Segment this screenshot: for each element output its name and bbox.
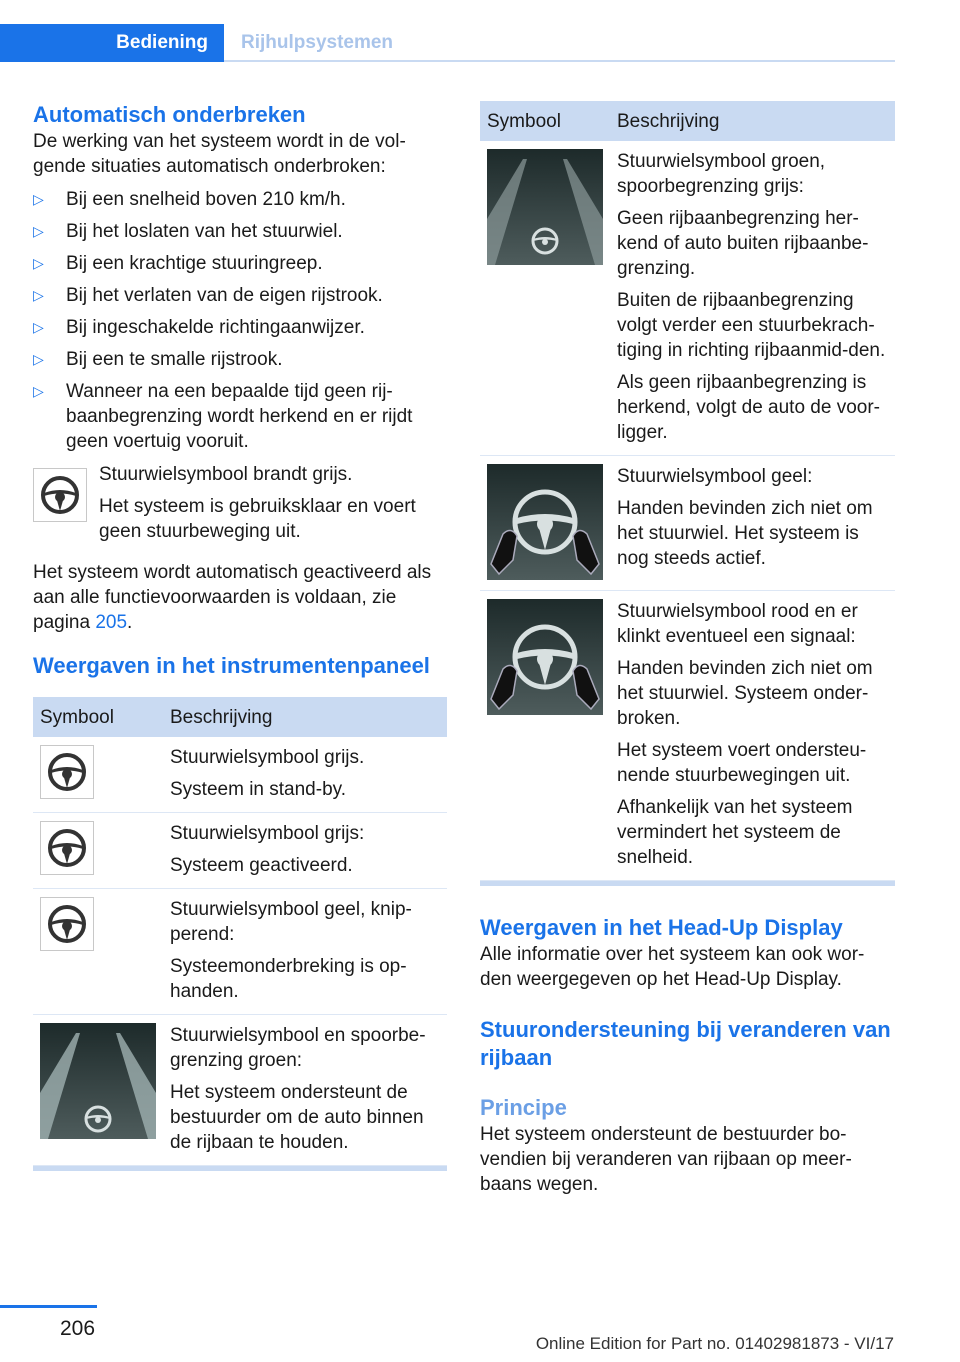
list-item: ▷ Bij ingeschakelde richtingaanwijzer. (33, 315, 447, 340)
heading-stuurondersteuning: Stuurondersteuning bij veranderen van rijbaan (480, 1017, 891, 1070)
symbol-table-right (480, 101, 895, 881)
table-end-rule (480, 881, 895, 886)
list-item: ▷ Bij een krachtige stuuringreep. (33, 251, 447, 276)
row-text: Stuurwielsymbool grijs. (170, 747, 365, 768)
paragraph-hud: Alle informatie over het systeem kan ook wor-den weergegeven op het Head-Up Display. (480, 944, 865, 990)
row-text: Stuurwielsymbool geel, knip-perend: (170, 899, 412, 945)
paragraph-activation (33, 560, 447, 635)
row-text: Stuurwielsymbool geel: (617, 466, 813, 487)
row-text: Geen rijbaanbegrenzing her-kend of auto buiten rijbaanbe-grenzing. (617, 208, 869, 279)
page-number: 206 (60, 1317, 96, 1340)
row-text: Stuurwielsymbool grijs: (170, 823, 365, 844)
hands-off-wheel-icon (487, 464, 603, 580)
right-column (480, 101, 895, 1197)
row-text: Als geen rijbaanbegrenzing is herkend, volgt de auto de voor-ligger. (617, 372, 881, 443)
list-item: ▷ Bij het verlaten van de eigen rijstrook. (33, 283, 447, 308)
inline-symbol-line2: Het systeem is gebruiksklaar en voert geen stuurbeweging uit. (99, 496, 416, 542)
footer-rule (0, 1305, 97, 1308)
symbol-table-left (33, 697, 447, 1166)
left-column (33, 101, 447, 1171)
table-row (33, 737, 447, 813)
column-header-beschrijving: Beschrijving (610, 101, 895, 141)
edition-note: Online Edition for Part no. 01402981873 - VI/17 (535, 1334, 894, 1353)
row-text: Afhankelijk van het systeem vermindert het systeem de snelheid. (617, 797, 853, 868)
activation-text: Het systeem wordt automatisch geactiveerd als aan alle functievoorwaarden is voldaan, zie pagina (33, 562, 432, 633)
list-item: ▷ Bij het loslaten van het stuurwiel. (33, 219, 447, 244)
row-text: Het systeem ondersteunt de bestuurder om de auto binnen de rijbaan te houden. (170, 1082, 424, 1153)
heading-instrumentenpaneel: Weergaven in het instrumentenpaneel (33, 653, 430, 678)
inline-symbol-note (33, 464, 447, 544)
row-text: Stuurwielsymbool groen, spoorbegrenzing grijs: (617, 151, 826, 197)
row-text: Stuurwielsymbool en spoorbe-grenzing groen: (170, 1025, 426, 1071)
steering-wheel-icon (40, 821, 94, 875)
lane-steering-wheel-icon (487, 149, 603, 265)
row-text: Systeem in stand-by. (170, 779, 347, 800)
heading-principe: Principe (480, 1095, 567, 1120)
row-text: Het systeem voert ondersteu-nende stuurbewegingen uit. (617, 740, 867, 786)
column-header-beschrijving: Beschrijving (163, 697, 447, 737)
steering-wheel-icon (40, 745, 94, 799)
hands-off-wheel-alert-icon (487, 599, 603, 715)
tab-bediening[interactable]: Bediening (0, 24, 224, 62)
inline-symbol-line1: Stuurwielsymbool brandt grijs. (99, 464, 353, 485)
table-row (480, 456, 895, 591)
column-header-symbool: Symbool (480, 101, 610, 141)
page-link[interactable]: 205 (95, 612, 128, 633)
steering-wheel-icon (33, 468, 87, 522)
row-text: Stuurwielsymbool rood en er klinkt eventueel een signaal: (617, 601, 858, 647)
tab-rijhulpsystemen[interactable]: Rijhulpsystemen (241, 32, 394, 53)
row-text: Systeemonderbreking is op-handen. (170, 956, 407, 1002)
paragraph-principe: Het systeem ondersteunt de bestuurder bo-vendien bij veranderen van rijbaan op meer-baans wegen. (480, 1124, 852, 1195)
list-item: ▷ Wanneer na een bepaalde tijd geen rij-baanbegrenzing wordt herkend en er rijdt geen voertuig vooruit. (33, 379, 447, 454)
list-item: ▷ Bij een te smalle rijstrook. (33, 347, 447, 372)
table-row (480, 141, 895, 456)
column-header-symbool: Symbool (33, 697, 163, 737)
list-item: ▷ Bij een snelheid boven 210 km/h. (33, 187, 447, 212)
table-end-rule (33, 1166, 447, 1171)
heading-head-up-display: Weergaven in het Head-Up Display (480, 915, 843, 940)
activation-end: . (127, 612, 133, 633)
table-row (33, 889, 447, 1015)
row-text: Systeem geactiveerd. (170, 855, 353, 876)
row-text: Buiten de rijbaanbegrenzing volgt verder een stuurbekrach-tiging in richting rijbaanmid-den. (617, 290, 886, 361)
table-row (33, 1015, 447, 1166)
header-tabs (0, 24, 895, 62)
steering-wheel-icon (40, 897, 94, 951)
table-row (480, 591, 895, 881)
table-row (33, 813, 447, 889)
paragraph-auto: De werking van het systeem wordt in de vol-gende situaties automatisch onderbroken: (33, 131, 406, 177)
row-text: Handen bevinden zich niet om het stuurwiel. Systeem onder-broken. (617, 658, 873, 729)
lane-steering-wheel-icon (40, 1023, 156, 1139)
row-text: Handen bevinden zich niet om het stuurwiel. Het systeem is nog steeds actief. (617, 498, 873, 569)
condition-list (33, 187, 447, 454)
heading-automatisch-onderbreken: Automatisch onderbreken (33, 102, 306, 127)
